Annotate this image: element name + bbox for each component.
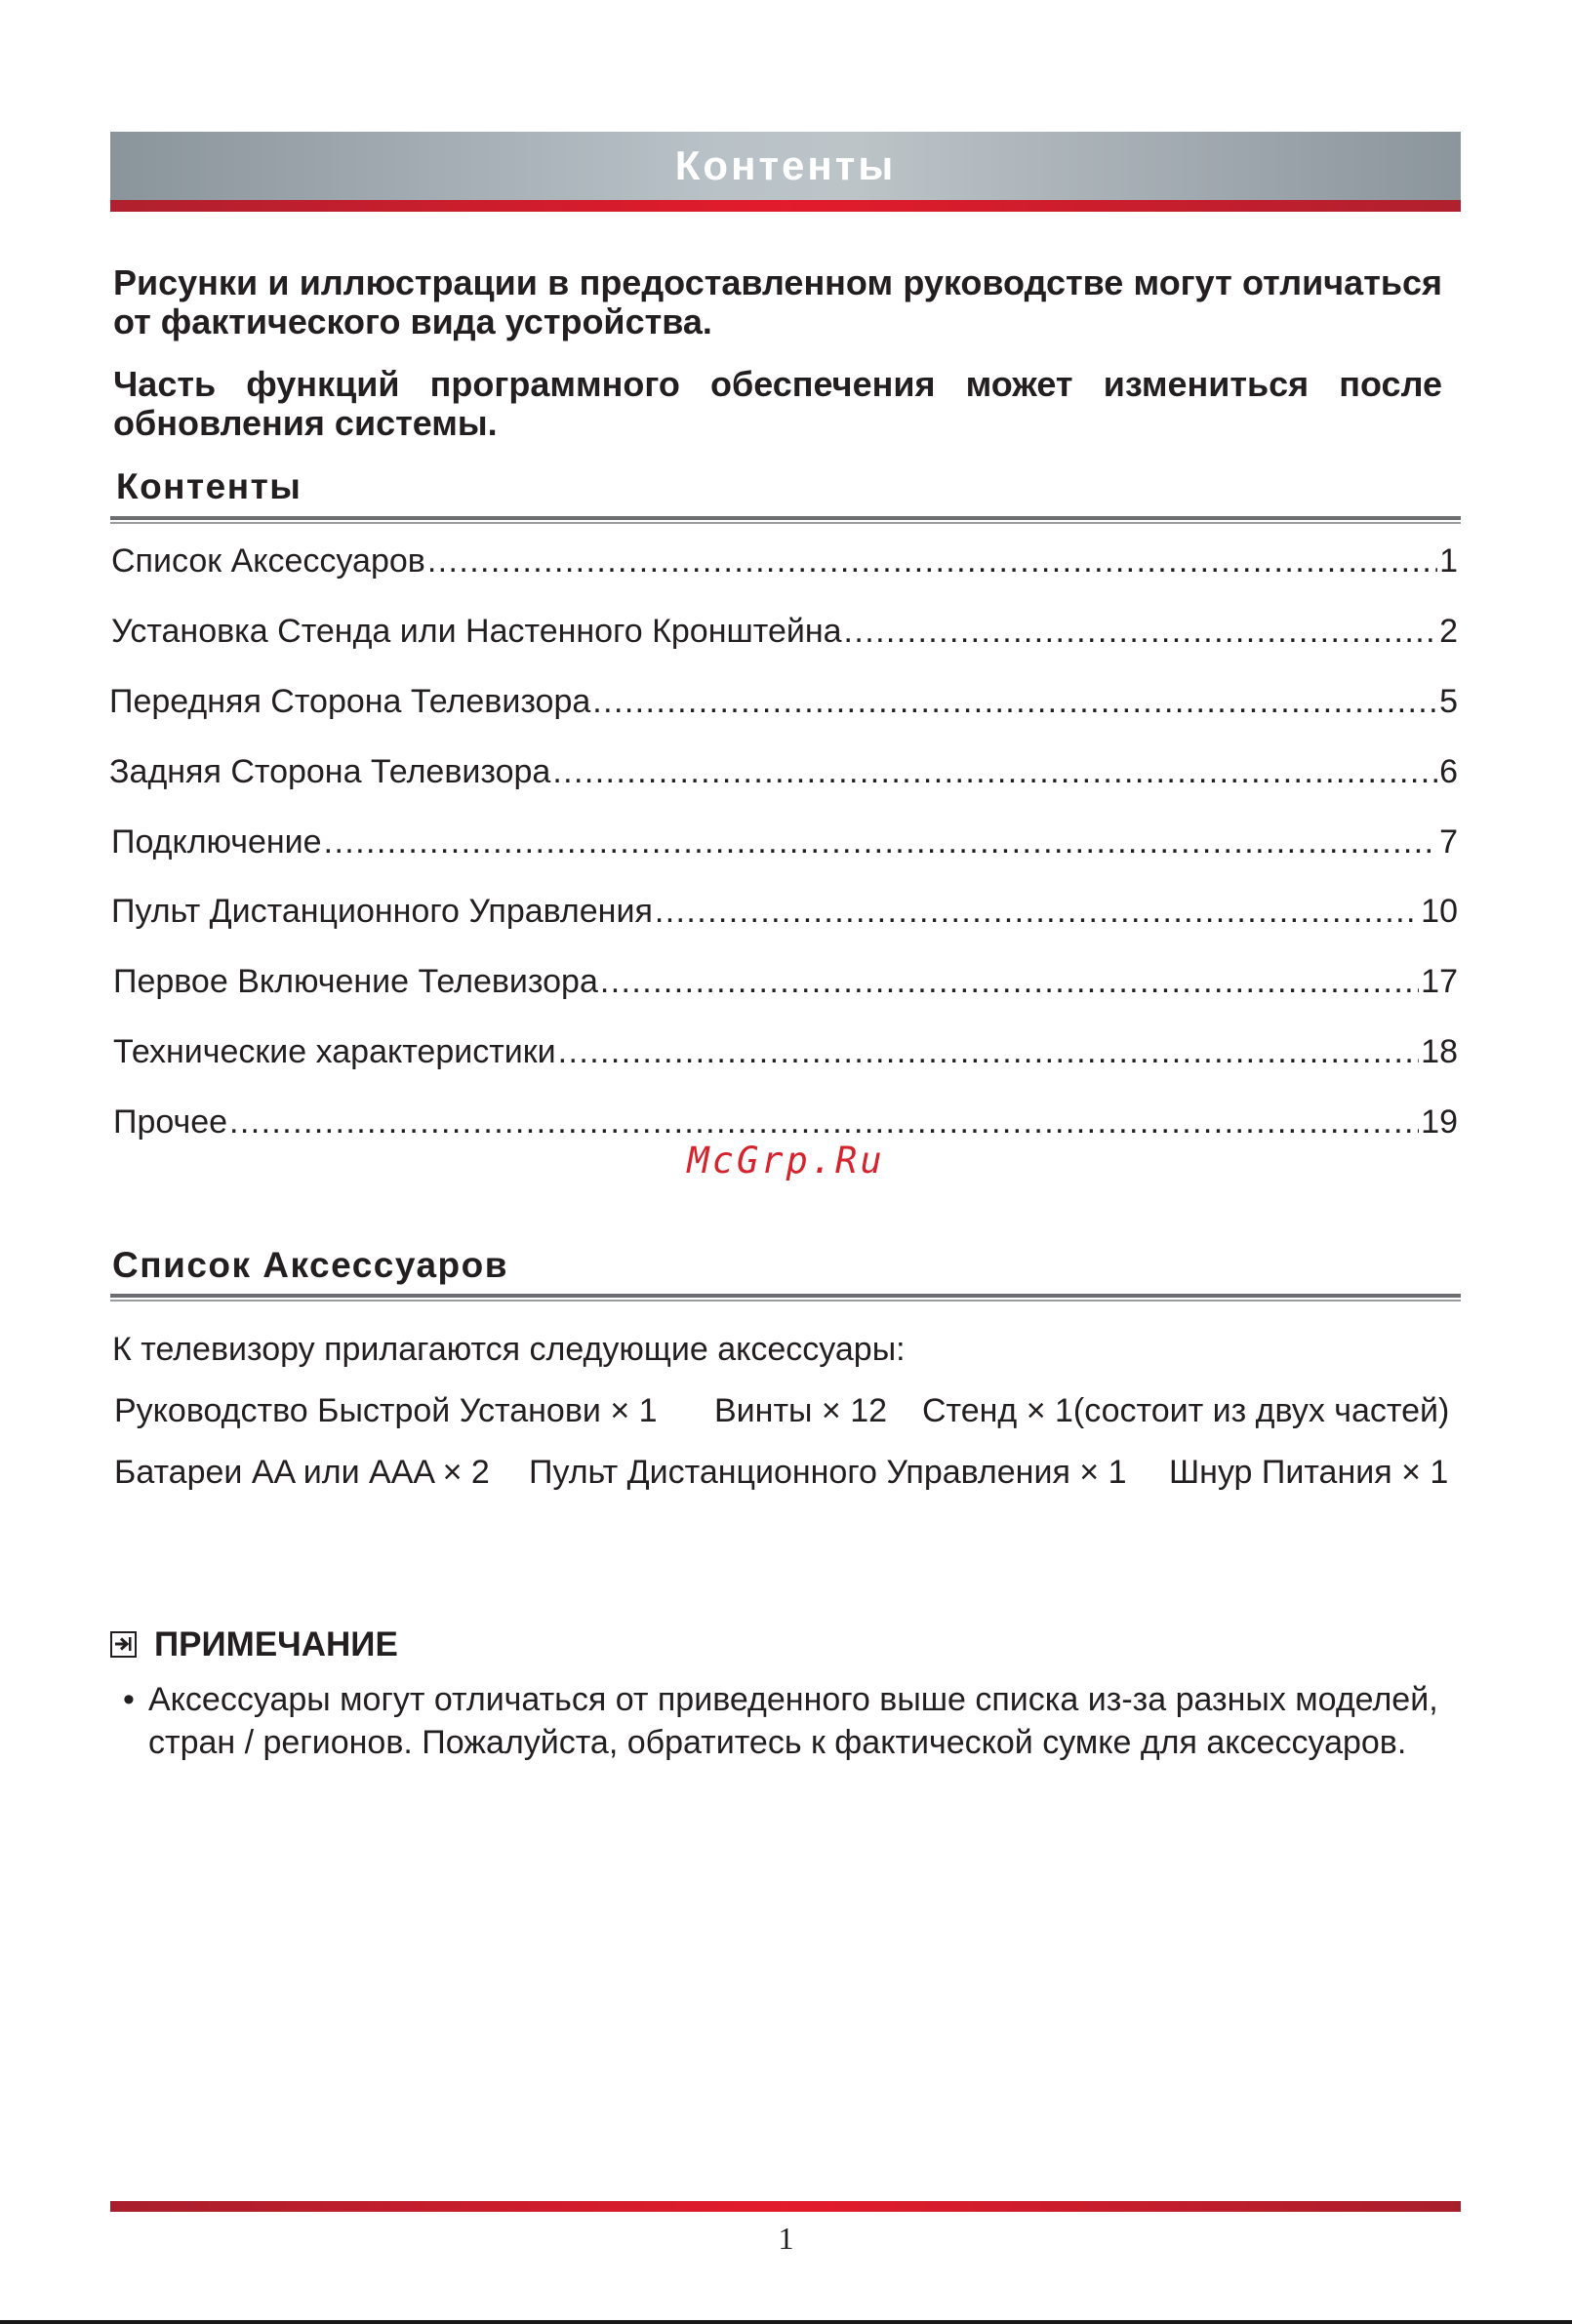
toc-item[interactable]	[113, 1101, 1458, 1143]
toc-item-page: 10	[1421, 893, 1458, 930]
intro-note-2: Часть функций программного обеспечения может измениться после обновления системы.	[113, 364, 1442, 443]
toc-item-label: Список Аксессуаров	[111, 542, 425, 580]
accessory-item: Руководство Быстрой Установи × 1	[114, 1392, 658, 1429]
toc-leader-dots	[558, 1030, 1420, 1073]
note-title: ПРИМЕЧАНИЕ	[154, 1625, 398, 1663]
toc-leader-dots	[229, 1101, 1419, 1143]
toc-item-label: Пульт Дистанционного Управления	[111, 893, 653, 930]
accessory-item: Шнур Питания × 1	[1169, 1454, 1449, 1491]
note-arrow-icon	[110, 1631, 137, 1658]
toc-leader-dots	[552, 750, 1437, 793]
note-bullet: •	[123, 1681, 135, 1718]
toc-item-page: 6	[1439, 753, 1458, 790]
page-title: Контенты	[674, 142, 897, 188]
toc-item[interactable]	[109, 750, 1458, 793]
toc-item-page: 1	[1439, 542, 1458, 580]
toc-item[interactable]	[113, 1030, 1458, 1073]
accessory-item: Стенд × 1(состоит из двух частей)	[922, 1392, 1450, 1429]
accessories-heading-rule	[110, 1294, 1461, 1302]
footer-red-bar	[110, 2201, 1461, 2212]
accessories-heading: Список Аксессуаров	[112, 1245, 508, 1285]
toc-item[interactable]	[111, 821, 1458, 863]
toc-item-page: 2	[1439, 613, 1458, 650]
bottom-edge-line	[0, 2320, 1572, 2324]
toc-item-page: 5	[1439, 683, 1458, 720]
toc-item-page: 17	[1421, 963, 1458, 1000]
toc-item-label: Установка Стенда или Настенного Кронштейна	[111, 613, 842, 650]
toc-item-label: Первое Включение Телевизора	[113, 963, 598, 1000]
watermark: McGrp.Ru	[687, 1140, 885, 1182]
toc-item[interactable]	[111, 610, 1458, 653]
page-number: 1	[778, 2221, 794, 2256]
toc-item-label: Технические характеристики	[113, 1033, 556, 1070]
toc-leader-dots	[592, 680, 1437, 723]
toc-item-label: Передняя Сторона Телевизора	[109, 683, 591, 720]
toc-leader-dots	[655, 890, 1419, 933]
toc-heading-rule	[110, 516, 1461, 524]
toc-leader-dots	[324, 821, 1437, 863]
title-banner	[110, 132, 1461, 212]
toc-item-page: 19	[1421, 1103, 1458, 1141]
toc-item-page: 18	[1421, 1033, 1458, 1070]
accessories-intro: К телевизору прилагаются следующие аксессуары:	[112, 1331, 906, 1368]
toc-item-label: Прочее	[113, 1103, 228, 1141]
toc-leader-dots	[427, 540, 1437, 582]
toc-item[interactable]	[109, 680, 1458, 723]
toc-heading: Контенты	[116, 466, 302, 506]
toc-item-page: 7	[1439, 823, 1458, 861]
toc-item-label: Задняя Сторона Телевизора	[109, 753, 551, 790]
accessory-item: Пульт Дистанционного Управления × 1	[529, 1454, 1127, 1491]
toc-item[interactable]	[111, 540, 1458, 582]
toc-leader-dots	[844, 610, 1438, 653]
note-text: Аксессуары могут отличаться от приведенного выше списка из-за разных моделей, стран / регионов. Пожалуйста, обратитесь к фактической сумке для аксессуаров.	[148, 1681, 1438, 1761]
accessory-item: Батареи AA или AAA × 2	[114, 1454, 490, 1491]
toc-leader-dots	[600, 960, 1419, 1003]
toc-item[interactable]	[113, 960, 1458, 1003]
accessory-item: Винты × 12	[714, 1392, 888, 1429]
banner-red-stripe	[110, 200, 1461, 212]
toc-item-label: Подключение	[111, 823, 322, 861]
toc-item[interactable]	[111, 890, 1458, 933]
intro-note-1: Рисунки и иллюстрации в предоставленном руководстве могут отличаться от фактического вида устройства.	[113, 262, 1442, 341]
